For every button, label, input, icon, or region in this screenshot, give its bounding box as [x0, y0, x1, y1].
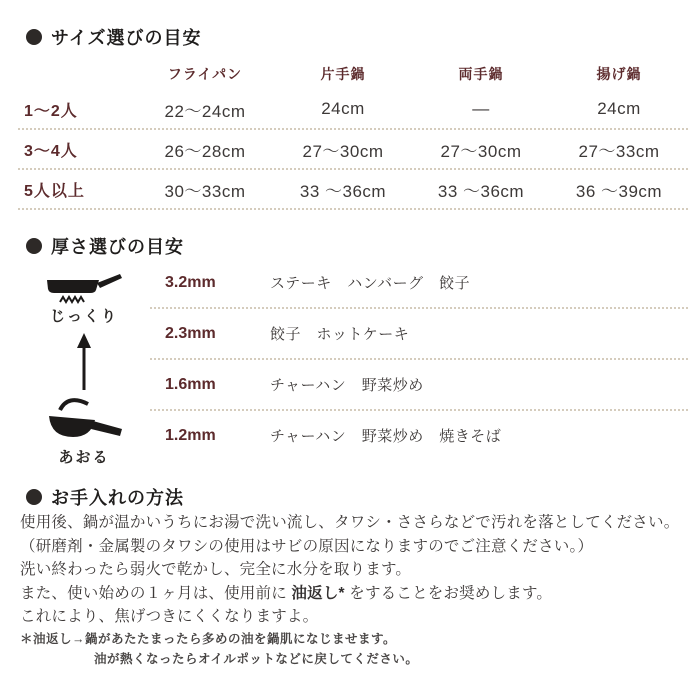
row-label: 1〜2人 — [24, 102, 78, 120]
size-section-title-text: サイズ選びの目安 — [51, 28, 202, 48]
size-table-header-row — [18, 58, 688, 90]
thickness-row-1-6mm — [150, 360, 688, 411]
thickness-section-title-text: 厚さ選びの目安 — [51, 237, 184, 257]
thickness-value: 1.2mm — [165, 426, 216, 444]
thickness-value: 3.2mm — [165, 273, 216, 291]
size-value: — — [472, 99, 490, 118]
size-table-row-1-2-people — [18, 90, 688, 130]
up-arrow-icon — [73, 332, 95, 392]
row-label: 3〜4人 — [24, 142, 78, 160]
care-line-nonstick: これにより、焦げつきにくくなりますよ。 — [20, 608, 319, 625]
size-value: 33 〜36cm — [437, 181, 525, 201]
column-header-two-handle-pot: 両手鍋 — [458, 66, 504, 82]
column-header-one-handle-pot: 片手鍋 — [320, 66, 366, 82]
column-header-frypan: フライパン — [167, 66, 243, 82]
size-value: 36 〜39cm — [575, 181, 663, 201]
thickness-row-1-2mm — [150, 411, 688, 460]
size-value: 24cm — [321, 99, 365, 118]
footnote-oil-pot: 油が熱くなったらオイルポットなどに戻してください。 — [94, 652, 419, 666]
bullet-icon — [26, 489, 42, 505]
bullet-icon — [26, 238, 42, 254]
care-line-wash: 使用後、鍋が温かいうちにお湯で洗い流し、タワシ・ささらなどで汚れを落としてください。 — [20, 514, 680, 531]
oil-line-term: 油返し* — [291, 584, 345, 602]
care-section-title-text: お手入れの方法 — [51, 488, 184, 508]
size-value: 33 〜36cm — [299, 181, 387, 201]
thickness-row-3-2mm — [150, 258, 688, 309]
size-value: 24cm — [597, 99, 641, 118]
size-table-row-5-plus-people — [18, 170, 688, 210]
thickness-section-title — [26, 233, 184, 259]
size-value: 30〜33cm — [164, 181, 246, 201]
oil-line-suffix: をすることをお奨めします。 — [344, 584, 553, 602]
size-value: 27〜30cm — [302, 141, 384, 161]
size-value: 26〜28cm — [164, 141, 246, 161]
care-section-title — [26, 484, 184, 510]
slow-cook-label: じっくり — [49, 308, 118, 325]
row-label: 5人以上 — [24, 182, 85, 200]
thickness-value: 2.3mm — [165, 324, 216, 342]
dish-list: 餃子 ホットケーキ — [270, 326, 410, 343]
care-instructions — [20, 511, 696, 629]
tossing-wok-icon — [42, 396, 126, 444]
dish-list: チャーハン 野菜炒め 焼きそば — [270, 428, 502, 445]
dish-list: ステーキ ハンバーグ 餃子 — [270, 275, 471, 292]
oil-line-prefix: また、使い始めの１ヶ月は、使用前に — [20, 584, 292, 602]
size-section-title — [26, 24, 202, 50]
care-line-oil-return — [20, 582, 696, 606]
footnotes — [20, 629, 696, 669]
size-value: 27〜33cm — [578, 141, 660, 161]
thickness-value: 1.6mm — [165, 375, 216, 393]
cooking-style-axis — [28, 270, 140, 467]
thickness-row-2-3mm — [150, 309, 688, 360]
frying-pan-over-heat-icon — [42, 270, 126, 304]
column-header-fry-pot: 揚げ鍋 — [596, 66, 642, 82]
care-line-dry: 洗い終わったら弱火で乾かし、完全に水分を取ります。 — [20, 561, 412, 578]
footnote-oil-return-definition: ＊油返し→鍋があたたまったら多めの油を鍋肌になじませます。 — [20, 632, 397, 646]
size-table-row-3-4-people — [18, 130, 688, 170]
thickness-guide-table — [150, 258, 688, 460]
dish-list: チャーハン 野菜炒め — [270, 377, 424, 394]
care-line-abrasive-warning: （研磨剤・金属製のタワシの使用はサビの原因になりますのでご注意ください。） — [20, 537, 594, 555]
size-value: 22〜24cm — [164, 101, 246, 121]
toss-label: あおる — [58, 449, 110, 466]
bullet-icon — [26, 29, 42, 45]
size-guide-table — [18, 58, 688, 210]
size-value: 27〜30cm — [440, 141, 522, 161]
